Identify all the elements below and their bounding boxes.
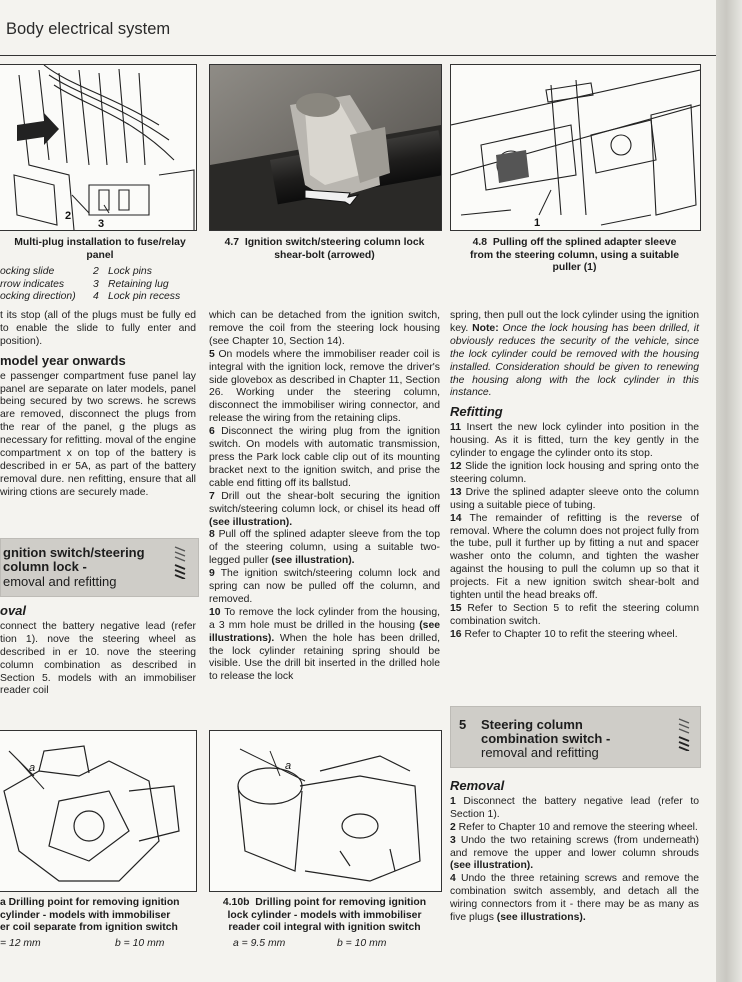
figure-splined-sleeve-puller — [450, 64, 701, 231]
figure-drilling-point-b — [209, 730, 442, 892]
key-item: ocking slide — [0, 266, 55, 277]
column-3 — [450, 310, 699, 642]
caption-line: reader coil integral with ignition switch — [228, 922, 421, 934]
illustration-ref: (see illustrations). — [209, 619, 440, 644]
figure-drilling-point-a — [0, 730, 197, 892]
difficulty-wrench-icon — [677, 717, 691, 751]
illustration-ref: (see illustration). — [209, 516, 293, 528]
illustration-ref: (see illustrations). — [496, 912, 586, 924]
key-item: ocking direction) — [0, 291, 76, 303]
column-1 — [0, 310, 196, 500]
caption-line: lock cylinder - models with immobiliser — [227, 909, 422, 921]
step-number: 10 — [209, 606, 221, 618]
key-item: rrow indicates — [0, 278, 65, 290]
difficulty-wrench-icon — [173, 545, 187, 579]
multiplug-drawing — [0, 65, 196, 230]
step-text: Disconnect the battery negative lead (refer to Section 1). — [450, 795, 700, 820]
key-item: Retaining lug — [108, 278, 169, 290]
step-text: The remainder of refitting is the reverse of removal. Where the column does not project fully from the tube, pull it further up by fitting a nut and spacer washer onto the column, and tighten the washer against the housing to pull the column up so that it projects. Fit a new ignition switch shear-bolt and tighten until the head breaks off. — [450, 512, 699, 602]
lock-housing-drawing-a — [0, 731, 196, 891]
note-text: Once the lock housing has been drilled, it obviously reduces the security of the vehicle, since the lock cylinder could be removed with the housing installed. Consideration should be given to renewing the housing along with the lock cylinder in this instance. — [450, 322, 699, 399]
section-title: column lock - — [3, 559, 87, 574]
caption-line: puller (1) — [552, 262, 597, 274]
dimension-b: b = 10 mm — [337, 938, 387, 949]
figure-key-4-6 — [0, 266, 205, 306]
dimensions-4-10a — [0, 938, 200, 952]
caption-fig-4-8 — [450, 237, 699, 275]
caption-line: Drilling point for removing ignition — [255, 897, 427, 908]
figure-multiplug-installation — [0, 64, 197, 231]
caption-line: Multi-plug installation to fuse/relay — [14, 237, 186, 248]
step-number: 15 — [450, 602, 462, 614]
step-text: Drive the splined adapter sleeve onto the column using a suitable piece of tubing. — [450, 486, 699, 511]
key-number: 3 — [93, 278, 99, 290]
ignition-switch-photo — [210, 65, 441, 230]
section-subtitle: emoval and refitting — [3, 574, 117, 589]
caption-fig-4-10a — [0, 897, 200, 935]
paragraph: spring, then pull out the lock cylinder using the ignition key. — [450, 310, 699, 334]
removal-heading: Removal — [450, 778, 505, 793]
header-rule — [0, 55, 716, 56]
step-text: Pull off the splined adapter sleeve from the top of the steering column, using a suitable two-legged puller — [209, 529, 441, 567]
refitting-heading: Refitting — [450, 404, 503, 420]
subheading: model year onwards — [0, 352, 126, 368]
dimension-label: a — [285, 760, 292, 772]
step-text: Drill out the shear-bolt securing the ignition switch/steering column lock, or chisel its head off — [209, 490, 440, 515]
illustration-ref: (see illustration). — [271, 555, 355, 567]
step-text: Undo the three retaining screws and remove the combination switch assembly, and detach all the wiring connectors from it - there may be as many as five plugs — [450, 873, 700, 924]
dimension-a: a = 9.5 mm — [233, 938, 286, 949]
step-number: 11 — [450, 422, 461, 434]
caption-line: Ignition switch/steering column lock — [244, 237, 425, 248]
callout-1: 1 — [534, 217, 541, 229]
dimension-label: a — [29, 762, 36, 774]
step-number: 8 — [209, 529, 215, 541]
caption-line: shear-bolt (arrowed) — [274, 249, 375, 261]
step-number: 14 — [450, 512, 462, 524]
step-text: To remove the lock cylinder from the housing, a 3 mm hole must be drilled in the housing — [209, 606, 440, 631]
puller-drawing — [451, 65, 700, 230]
step-number: 7 — [209, 490, 215, 502]
step-number: 16 — [450, 628, 462, 640]
lock-housing-drawing-b — [210, 731, 441, 891]
step-number: 9 — [209, 568, 215, 580]
note-label: Note: — [472, 322, 499, 334]
section-title: gnition switch/steering — [3, 545, 145, 560]
figure-number: 4.10b — [222, 897, 250, 908]
section-4-banner — [0, 538, 199, 597]
figure-number: 4.7 — [224, 237, 240, 248]
paragraph: which can be detached from the ignition switch, remove the coil from the steering lock housing (see Chapter 10, Section 14). — [209, 310, 440, 347]
step-number: 6 — [209, 426, 215, 438]
step-number: 13 — [450, 486, 462, 498]
caption-line: Pulling off the splined adapter sleeve — [492, 237, 677, 248]
step-text: Refer to Section 5 to refit the steering column combination switch. — [450, 602, 699, 627]
callout-3: 3 — [98, 218, 105, 230]
caption-line: panel — [86, 249, 114, 261]
removal-heading: oval — [0, 603, 27, 618]
step-number: 4 — [450, 873, 456, 885]
caption-line: er coil separate from ignition switch — [0, 922, 178, 934]
running-head: Body electrical system — [6, 20, 171, 38]
figure-number: 4.8 — [472, 237, 488, 248]
caption-line: from the steering column, using a suitable — [470, 249, 679, 261]
section-number: 5 — [459, 717, 467, 732]
key-number: 2 — [93, 266, 99, 277]
key-item: Lock pin recess — [108, 291, 181, 303]
section-5-banner — [450, 706, 701, 768]
caption-fig-4-6 — [0, 237, 200, 262]
caption-line: cylinder - models with immobiliser — [0, 909, 171, 921]
step-number: 12 — [450, 460, 462, 472]
section-title: Steering column — [481, 717, 583, 732]
step-text: The ignition switch/steering column lock and spring can now be pulled off the column, and removed. — [209, 568, 440, 605]
step-text: Refer to Chapter 10 and remove the steering wheel. — [458, 821, 698, 833]
step-number: 5 — [209, 348, 215, 360]
paragraph: connect the battery negative lead (refer tion 1). nove the steering wheel as described in er 10. nove the steering column combination as described in Section 5. models with an immobiliser reader coil — [0, 620, 196, 697]
caption-line: a Drilling point for removing ignition — [0, 897, 180, 908]
key-number: 4 — [93, 291, 99, 303]
step-number: 3 — [450, 834, 456, 846]
dimension-b: b = 10 mm — [115, 938, 165, 949]
step-text: Refer to Chapter 10 to refit the steering wheel. — [464, 628, 678, 640]
step-text: Insert the new lock cylinder into position in the housing. As it is fitted, turn the key gently in the cylinder to engage the cylinder onto its stop. — [450, 422, 700, 460]
dimensions-4-10b — [209, 938, 440, 952]
callout-2: 2 — [65, 210, 72, 222]
section-title: combination switch - — [481, 731, 611, 746]
key-item: Lock pins — [108, 266, 152, 277]
paragraph: e passenger compartment fuse panel lay panel are separate on later models, panel being secured by two screws. he screws are removed, disconnect the plugs from the rear of the panel, g the plugs as necessary for refitting. moval of the engine compartment x on top of the battery is described in er 5A, as part of the battery removal dure. nen refitting, ensure that all wiring ctions are securely made. — [0, 370, 196, 498]
step-text: Disconnect the wiring plug from the ignition switch. On models with automatic transmission, press the Park lock cable clip out of its mounting bracket next to the ignition switch, and prise the cable end fitting off its ballstud. — [209, 426, 441, 489]
paragraph: t its stop (all of the plugs must be fully ed to enable the slide to fully enter and position). — [0, 310, 196, 347]
page-edge-shadow — [716, 0, 742, 982]
step-text: Undo the two retaining screws (from underneath) and remove the upper and lower column shrouds — [450, 834, 699, 859]
illustration-ref: (see illustration). — [450, 860, 534, 872]
caption-fig-4-7 — [209, 237, 440, 262]
figure-ignition-switch-photo — [209, 64, 442, 231]
caption-fig-4-10b — [209, 897, 440, 935]
step-text: When the hole has been drilled, the lock cylinder retaining spring should be visible. Use the drill bit inserted in the drilled hole to release the lock — [209, 632, 440, 683]
column-3-removal — [450, 778, 699, 925]
step-number: 2 — [450, 821, 456, 833]
step-number: 1 — [450, 795, 456, 807]
dimension-a: = 12 mm — [0, 938, 41, 949]
step-text: Slide the ignition lock housing and spring onto the steering column. — [450, 460, 699, 485]
column-2 — [209, 310, 440, 684]
step-text: On models where the immobiliser reader coil is integral with the ignition lock, remove the driver's side glovebox as described in Chapter 11, Section 26. Working under the steering column, disconnect the immobiliser wiring connector, and release the wiring from the retaining clips. — [209, 348, 440, 425]
section-subtitle: removal and refitting — [481, 745, 599, 760]
column-1-removal — [0, 603, 196, 698]
